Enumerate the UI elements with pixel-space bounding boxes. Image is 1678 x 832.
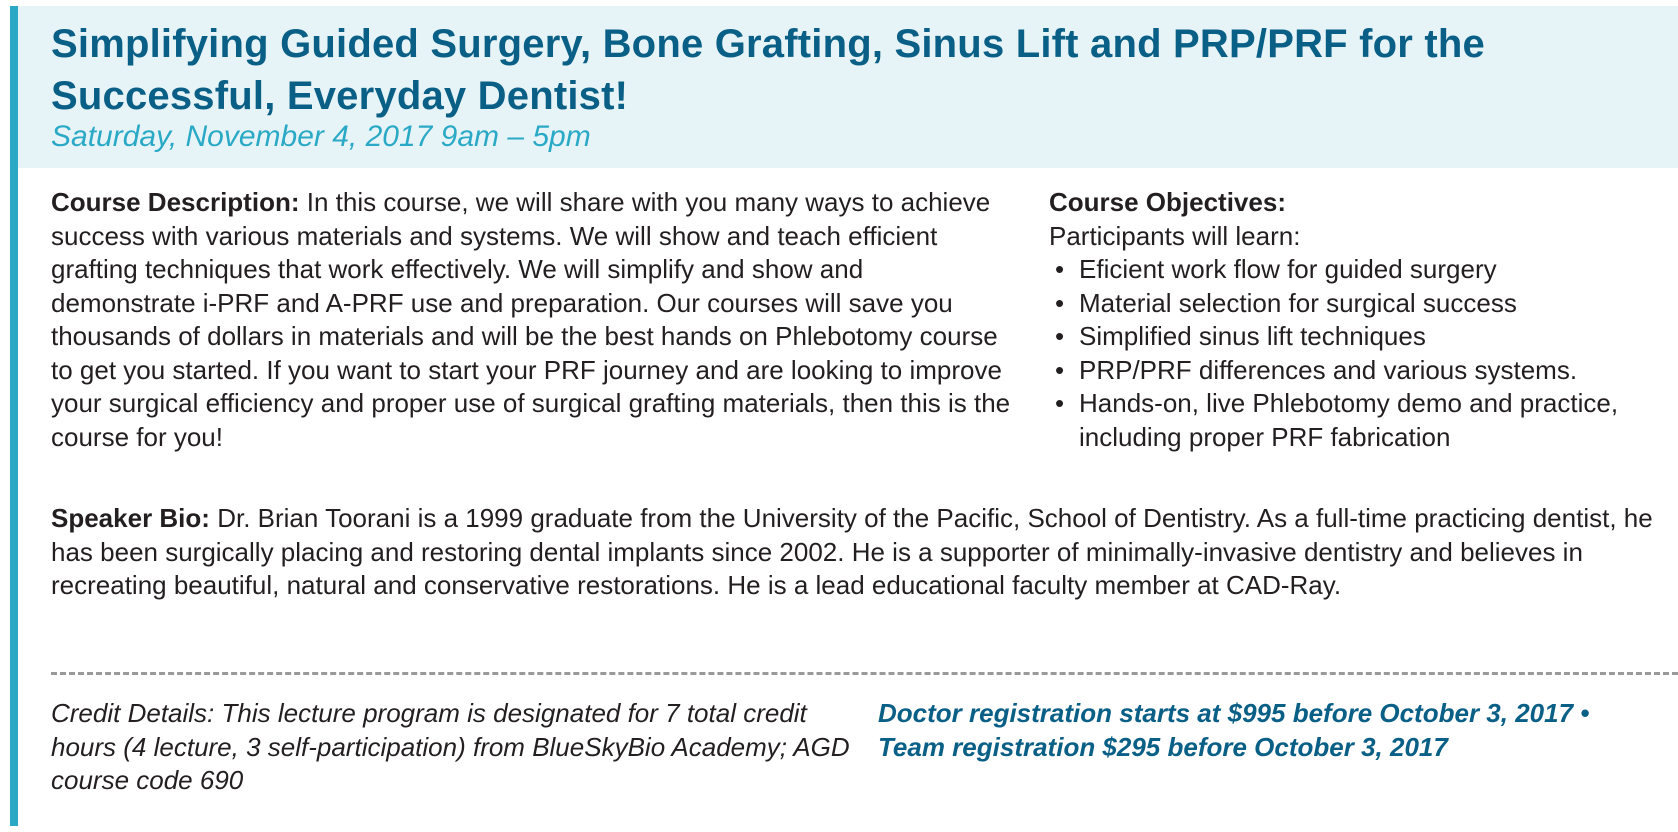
objective-item: • PRP/PRF differences and various systems. [1049, 354, 1669, 388]
objective-item: • Eficient work flow for guided surgery [1049, 253, 1669, 287]
bullet-icon: • [1055, 354, 1065, 385]
speaker-bio-text: Dr. Brian Toorani is a 1999 graduate from the University of the Pacific, School of Dentistry. As a full-time practicing dentist, he has been surgically placing and restoring dental implants since 2002. He is a supporter of minimally-invasive dentistry and believes in recreating beautiful, natural and conservative restorations. He is a lead educational faculty member at CAD-Ray. [51, 503, 1653, 600]
course-description [51, 186, 1011, 454]
course-description-text: In this course, we will share with you many ways to achieve success with various materials and systems. We will show and teach efficient grafting techniques that work effectively. We will simplify and show and demonstrate i-PRF and A-PRF use and preparation. Our courses will save you thousands of dollars in materials and will be the best hands on Phlebotomy course to get you started. If you want to start your PRF journey and are looking to improve your surgical efficiency and proper use of surgical grafting materials, then this is the course for you! [51, 187, 1011, 452]
objectives-list [1049, 253, 1669, 454]
bullet-icon: • [1055, 287, 1065, 318]
event-date: Saturday, November 4, 2017 9am – 5pm [51, 120, 591, 153]
registration-pricing: Doctor registration starts at $995 before October 3, 2017 • Team registration $295 before October 3, 2017 [878, 698, 1590, 762]
course-objectives-intro: Participants will learn: [1049, 220, 1301, 251]
speaker-bio-label: Speaker Bio: [51, 503, 210, 533]
bullet-icon: • [1055, 254, 1065, 284]
course-objectives-label: Course Objectives: [1049, 187, 1286, 217]
dashed-divider [51, 672, 1678, 675]
objective-item: • Simplified sinus lift techniques [1049, 320, 1669, 354]
course-objectives [1049, 186, 1669, 454]
bullet-icon: • [1055, 388, 1065, 418]
course-description-label: Course Description: [51, 187, 300, 217]
page-title: Simplifying Guided Surgery, Bone Grafting, Sinus Lift and PRP/PRF for the Successful, Everyday Dentist! [51, 22, 1485, 118]
credit-details: Credit Details: This lecture program is designated for 7 total credit hours (4 lecture, 3 self-participation) from BlueSkyBio Academy; AGD course code 690 [51, 698, 850, 795]
objective-item: • Material selection for surgical success [1049, 287, 1669, 321]
accent-bar [10, 6, 18, 826]
bullet-icon: • [1055, 321, 1065, 351]
speaker-bio [51, 502, 1671, 603]
objective-item: • Hands-on, live Phlebotomy demo and practice, including proper PRF fabrication [1055, 388, 1619, 452]
